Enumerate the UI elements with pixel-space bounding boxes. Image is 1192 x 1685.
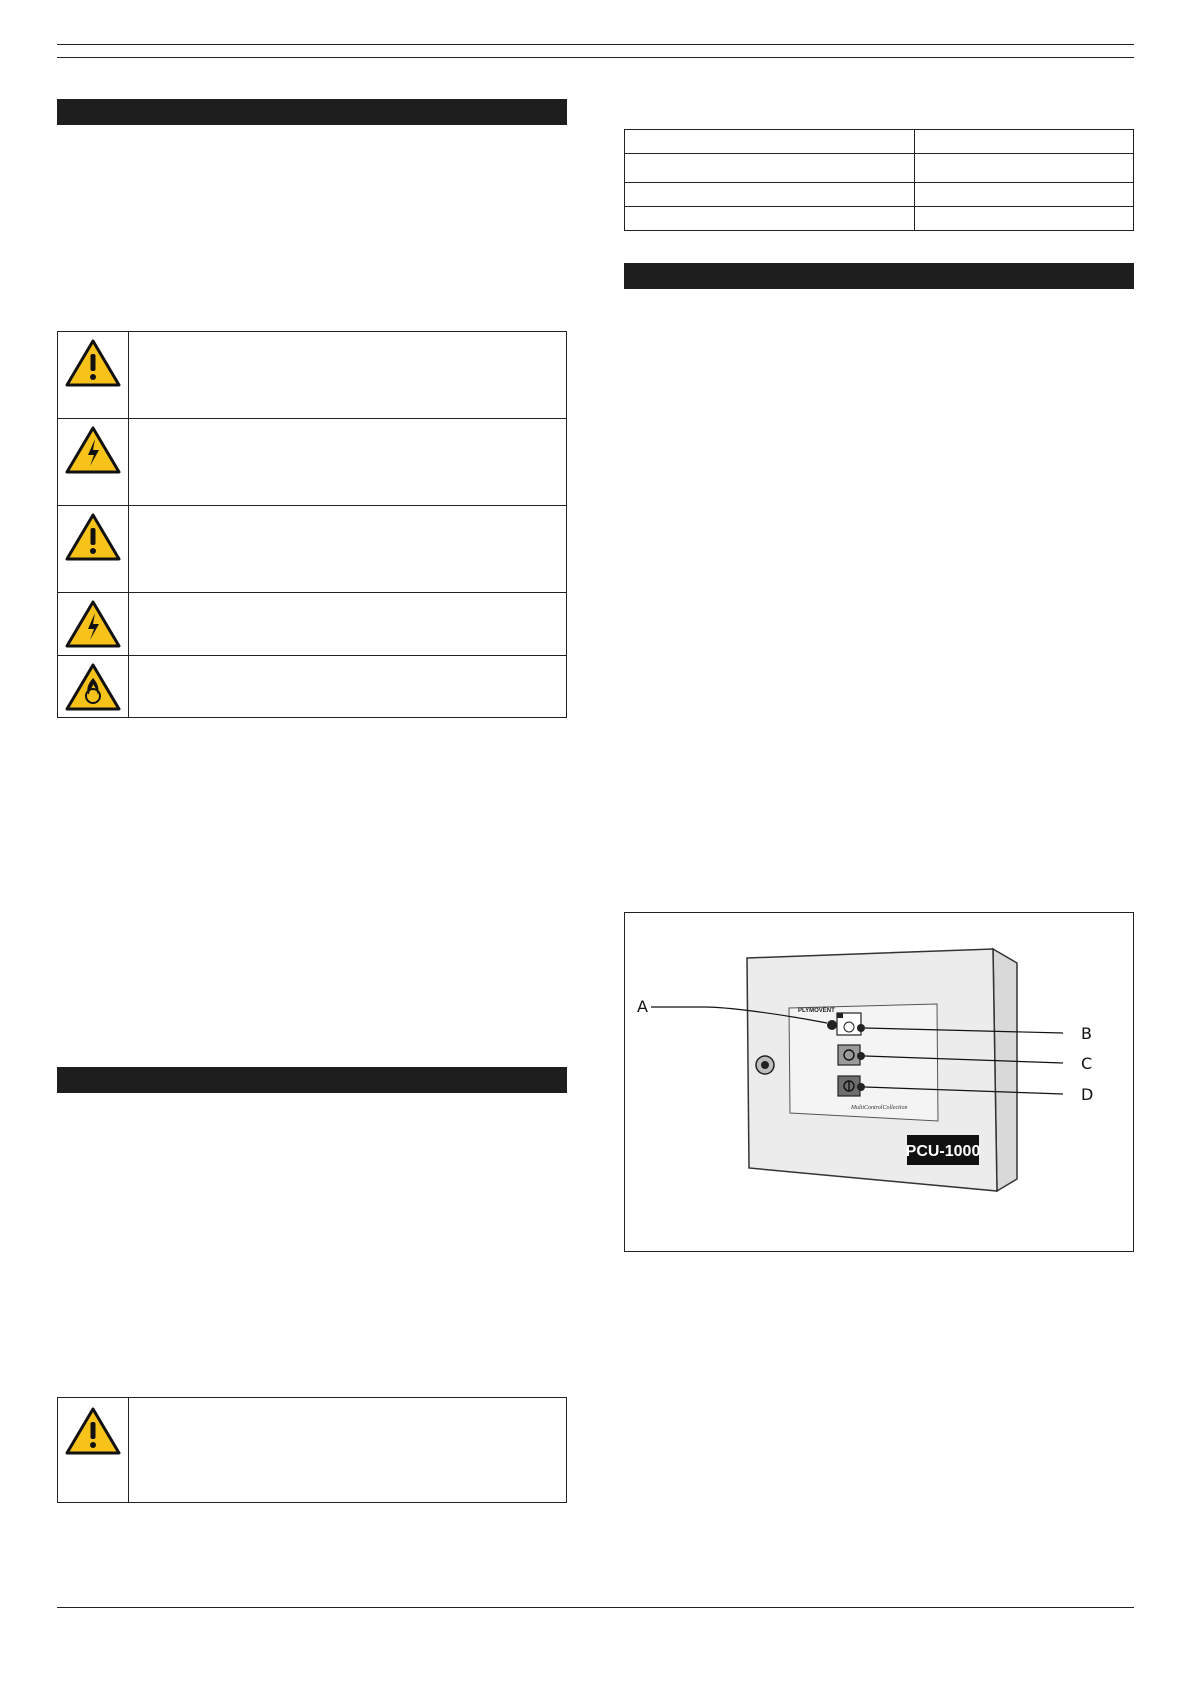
- product-figure: [624, 912, 1134, 1252]
- collection-label: MultiControlCollection: [851, 1105, 908, 1111]
- table-cell: [625, 183, 915, 207]
- warning-exclamation-icon: [58, 1398, 129, 1502]
- section-1-heading: [57, 99, 567, 125]
- warning-text: [129, 593, 566, 655]
- table-cell: [625, 207, 915, 231]
- spec-table: [624, 129, 1134, 231]
- table-row: [625, 154, 1134, 183]
- electrical-hazard-icon: [58, 419, 129, 505]
- table-cell: [915, 130, 1134, 154]
- section-2-heading: [57, 1067, 567, 1093]
- table-cell: [915, 207, 1134, 231]
- table-cell: [915, 154, 1134, 183]
- warnings-table: [57, 331, 567, 718]
- warning-row: [58, 332, 566, 419]
- table-row: [625, 130, 1134, 154]
- table-row: [625, 183, 1134, 207]
- warning-box-bottom: [57, 1397, 567, 1503]
- indicator-light: [827, 1020, 837, 1030]
- callout-b: B: [1081, 1024, 1092, 1043]
- button-c: [838, 1045, 860, 1065]
- footer-rule: [57, 1607, 1134, 1608]
- table-cell: [625, 154, 915, 183]
- warning-exclamation-icon: [58, 332, 129, 418]
- warning-text: [129, 506, 566, 592]
- table-cell: [915, 183, 1134, 207]
- table-row: [625, 207, 1134, 231]
- warning-text: [129, 332, 566, 418]
- warning-row: [58, 656, 566, 718]
- brand-label: PLYMOVENT: [798, 1008, 835, 1014]
- fire-hazard-icon: [58, 656, 129, 718]
- warning-row: [58, 419, 566, 506]
- header-rule-bottom: [57, 57, 1134, 58]
- header-rule-top: [57, 44, 1134, 45]
- callout-d: D: [1081, 1085, 1094, 1104]
- electrical-hazard-icon: [58, 593, 129, 655]
- svg-text:PCU-1000: PCU-1000: [905, 1143, 981, 1160]
- warning-row: [58, 593, 566, 656]
- warning-text: [129, 1398, 566, 1502]
- callout-a: A: [637, 997, 648, 1016]
- callout-c: C: [1081, 1054, 1093, 1073]
- control-unit-illustration: [625, 913, 1133, 1251]
- warning-text: [129, 656, 566, 718]
- section-3-heading: [624, 263, 1134, 289]
- warning-exclamation-icon: [58, 506, 129, 592]
- warning-row: [58, 506, 566, 593]
- table-cell: [625, 130, 915, 154]
- warning-text: [129, 419, 566, 505]
